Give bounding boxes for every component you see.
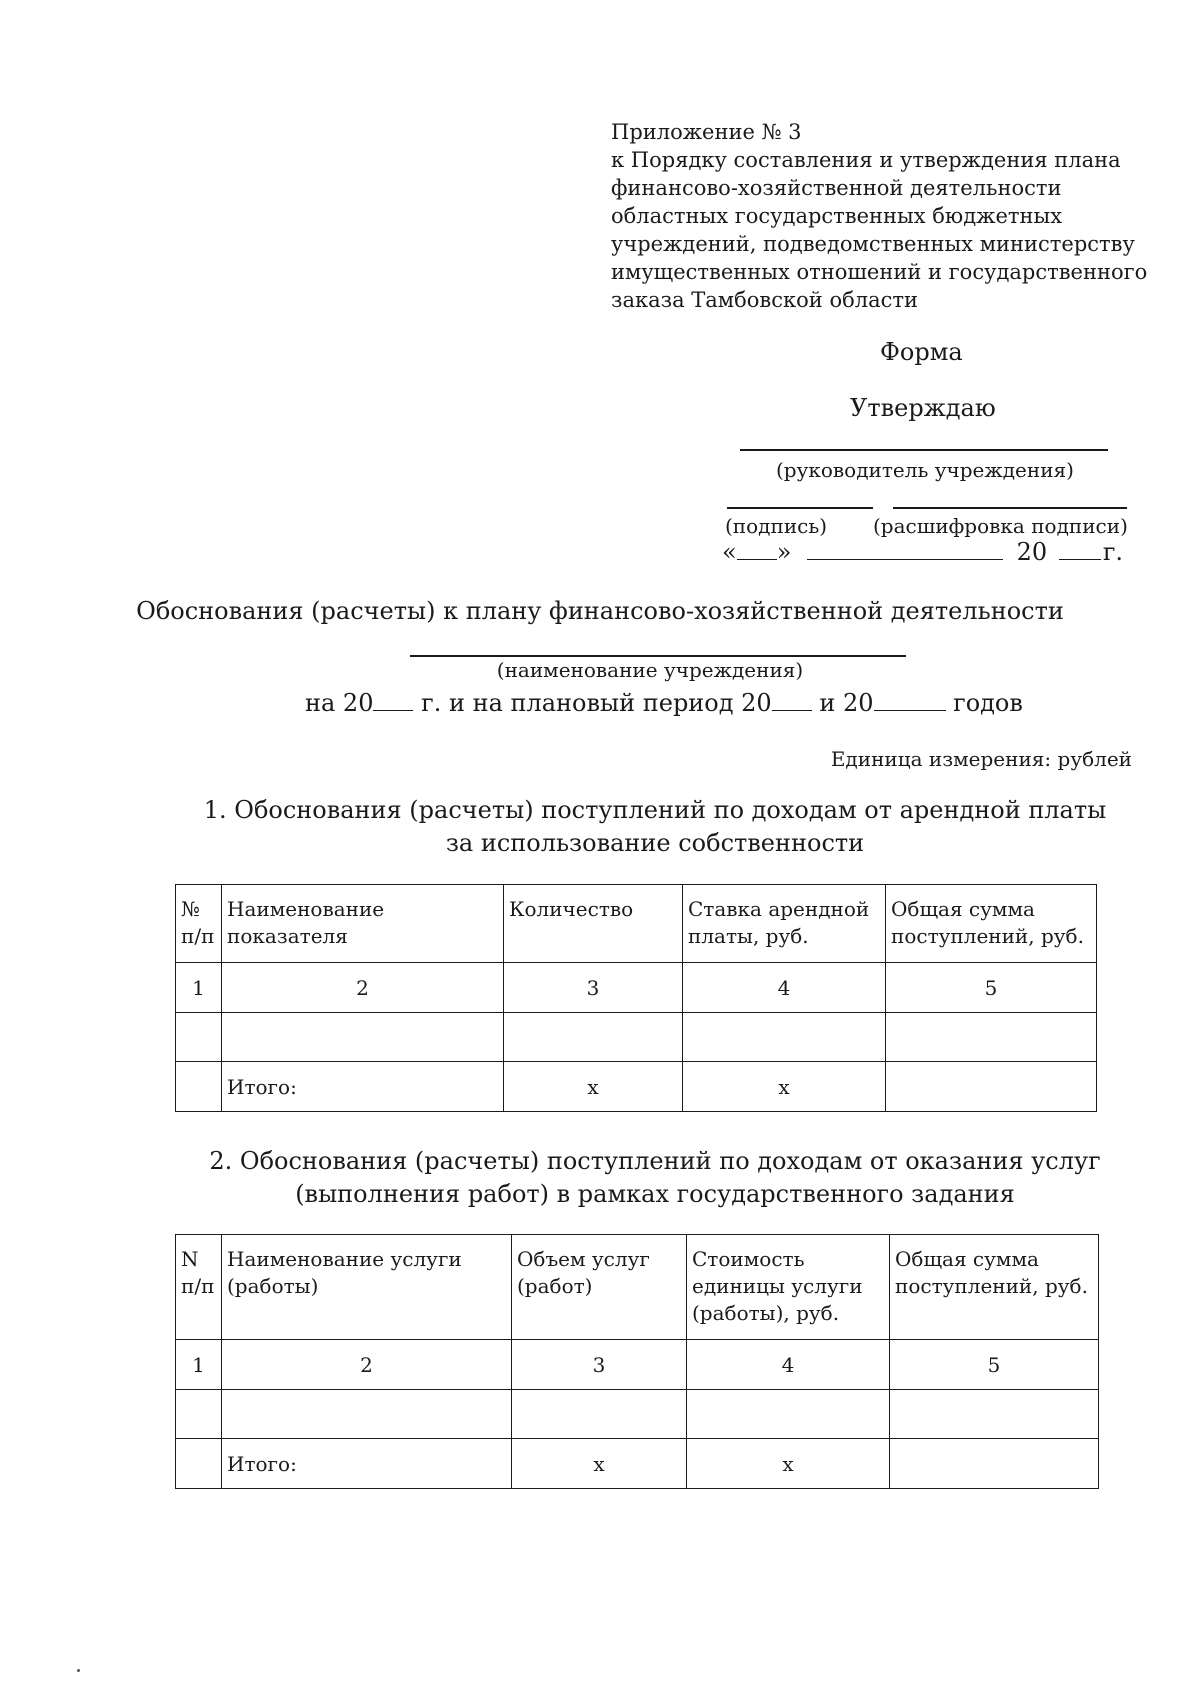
column-number-cell: 1	[176, 1340, 222, 1390]
section1-title	[0, 794, 1200, 860]
period-year-blank-2	[772, 688, 812, 711]
appendix-line: имущественных отношений и государственного	[611, 260, 1148, 284]
head-signature-line	[740, 449, 1108, 451]
header-cell-quantity: Количество	[504, 885, 683, 963]
table-header-row	[176, 885, 1097, 963]
total-cell: x	[683, 1062, 886, 1112]
total-label-cell: Итого:	[222, 1439, 512, 1489]
total-cell: x	[512, 1439, 687, 1489]
appendix-line: Приложение № 3	[611, 120, 802, 144]
approval-date	[722, 537, 1123, 566]
period-text-1: на 20	[305, 689, 374, 717]
scan-speck	[77, 1669, 80, 1672]
section1-title-line: 1. Обоснования (расчеты) поступлений по доходам от арендной платы	[203, 796, 1107, 824]
header-cell-indicator: Наименование показателя	[222, 885, 504, 963]
table-column-numbers-row	[176, 1340, 1099, 1390]
column-number-cell: 5	[890, 1340, 1099, 1390]
form-label: Форма	[880, 338, 963, 366]
empty-cell	[890, 1390, 1099, 1439]
appendix-line: областных государственных бюджетных	[611, 204, 1063, 228]
header-cell-total: Общая сумма поступлений, руб.	[890, 1235, 1099, 1340]
signature-decode-label: (расшифровка подписи)	[873, 514, 1128, 538]
total-cell: x	[687, 1439, 890, 1489]
period-text-4: годов	[945, 689, 1023, 717]
table-total-row	[176, 1439, 1099, 1489]
empty-cell	[683, 1013, 886, 1062]
total-cell	[886, 1062, 1097, 1112]
empty-cell	[176, 1390, 222, 1439]
document-title: Обоснования (расчеты) к плану финансово-хозяйственной деятельности	[136, 597, 1064, 625]
header-cell-volume: Объем услуг (работ)	[512, 1235, 687, 1340]
column-number-cell: 3	[504, 963, 683, 1013]
empty-cell	[504, 1013, 683, 1062]
column-number-cell: 4	[687, 1340, 890, 1390]
table-total-row	[176, 1062, 1097, 1112]
period-text-3: и 20	[811, 689, 874, 717]
appendix-line: финансово-хозяйственной деятельности	[611, 176, 1062, 200]
signature-decode-line	[893, 507, 1127, 509]
rent-income-table	[175, 884, 1097, 1112]
date-day-blank	[737, 537, 777, 560]
period-text-2: г. и на плановый период 20	[413, 689, 772, 717]
column-number-cell: 3	[512, 1340, 687, 1390]
column-number-cell: 5	[886, 963, 1097, 1013]
empty-cell	[222, 1013, 504, 1062]
date-year-suffix: г.	[1102, 538, 1124, 566]
header-cell-rate: Ставка арендной платы, руб.	[683, 885, 886, 963]
period-line	[305, 688, 1023, 717]
empty-cell	[176, 1013, 222, 1062]
column-number-cell: 2	[222, 963, 504, 1013]
header-cell-number: N п/п	[176, 1235, 222, 1340]
section2-title	[0, 1145, 1200, 1211]
institution-label: (наименование учреждения)	[496, 658, 804, 682]
date-year-blank	[1059, 537, 1101, 560]
section2-title-line: (выполнения работ) в рамках государственного задания	[295, 1180, 1015, 1208]
total-label-cell: Итого:	[222, 1062, 504, 1112]
empty-cell	[222, 1390, 512, 1439]
section2-title-line: 2. Обоснования (расчеты) поступлений по доходам от оказания услуг	[209, 1147, 1101, 1175]
total-cell	[890, 1439, 1099, 1489]
signature-label: (подпись)	[725, 514, 828, 538]
table-column-numbers-row	[176, 963, 1097, 1013]
date-close-quote: »	[776, 538, 792, 566]
services-income-table	[175, 1234, 1099, 1489]
period-year-blank-1	[373, 688, 413, 711]
total-cell	[176, 1439, 222, 1489]
head-label: (руководитель учреждения)	[776, 458, 1074, 482]
appendix-line: к Порядку составления и утверждения плана	[611, 148, 1121, 172]
appendix-line: заказа Тамбовской области	[611, 288, 918, 312]
date-month-blank	[807, 537, 1003, 560]
date-year-prefix: 20	[1016, 538, 1048, 566]
empty-cell	[687, 1390, 890, 1439]
signature-line	[727, 507, 873, 509]
period-year-blank-3	[874, 688, 946, 711]
section1-title-line: за использование собственности	[445, 829, 865, 857]
empty-cell	[512, 1390, 687, 1439]
table-header-row	[176, 1235, 1099, 1340]
table-empty-row	[176, 1390, 1099, 1439]
header-cell-total: Общая сумма поступлений, руб.	[886, 885, 1097, 963]
header-cell-service: Наименование услуги (работы)	[222, 1235, 512, 1340]
empty-cell	[886, 1013, 1097, 1062]
date-open-quote: «	[722, 538, 737, 566]
table-empty-row	[176, 1013, 1097, 1062]
header-cell-unit-cost: Стоимость единицы услуги (работы), руб.	[687, 1235, 890, 1340]
approve-label: Утверждаю	[850, 394, 996, 422]
header-cell-number: № п/п	[176, 885, 222, 963]
column-number-cell: 1	[176, 963, 222, 1013]
institution-name-line	[410, 655, 906, 657]
column-number-cell: 4	[683, 963, 886, 1013]
appendix-block	[611, 118, 1148, 314]
total-cell: x	[504, 1062, 683, 1112]
unit-label: Единица измерения: рублей	[830, 747, 1132, 771]
appendix-line: учреждений, подведомственных министерству	[611, 232, 1135, 256]
total-cell	[176, 1062, 222, 1112]
column-number-cell: 2	[222, 1340, 512, 1390]
